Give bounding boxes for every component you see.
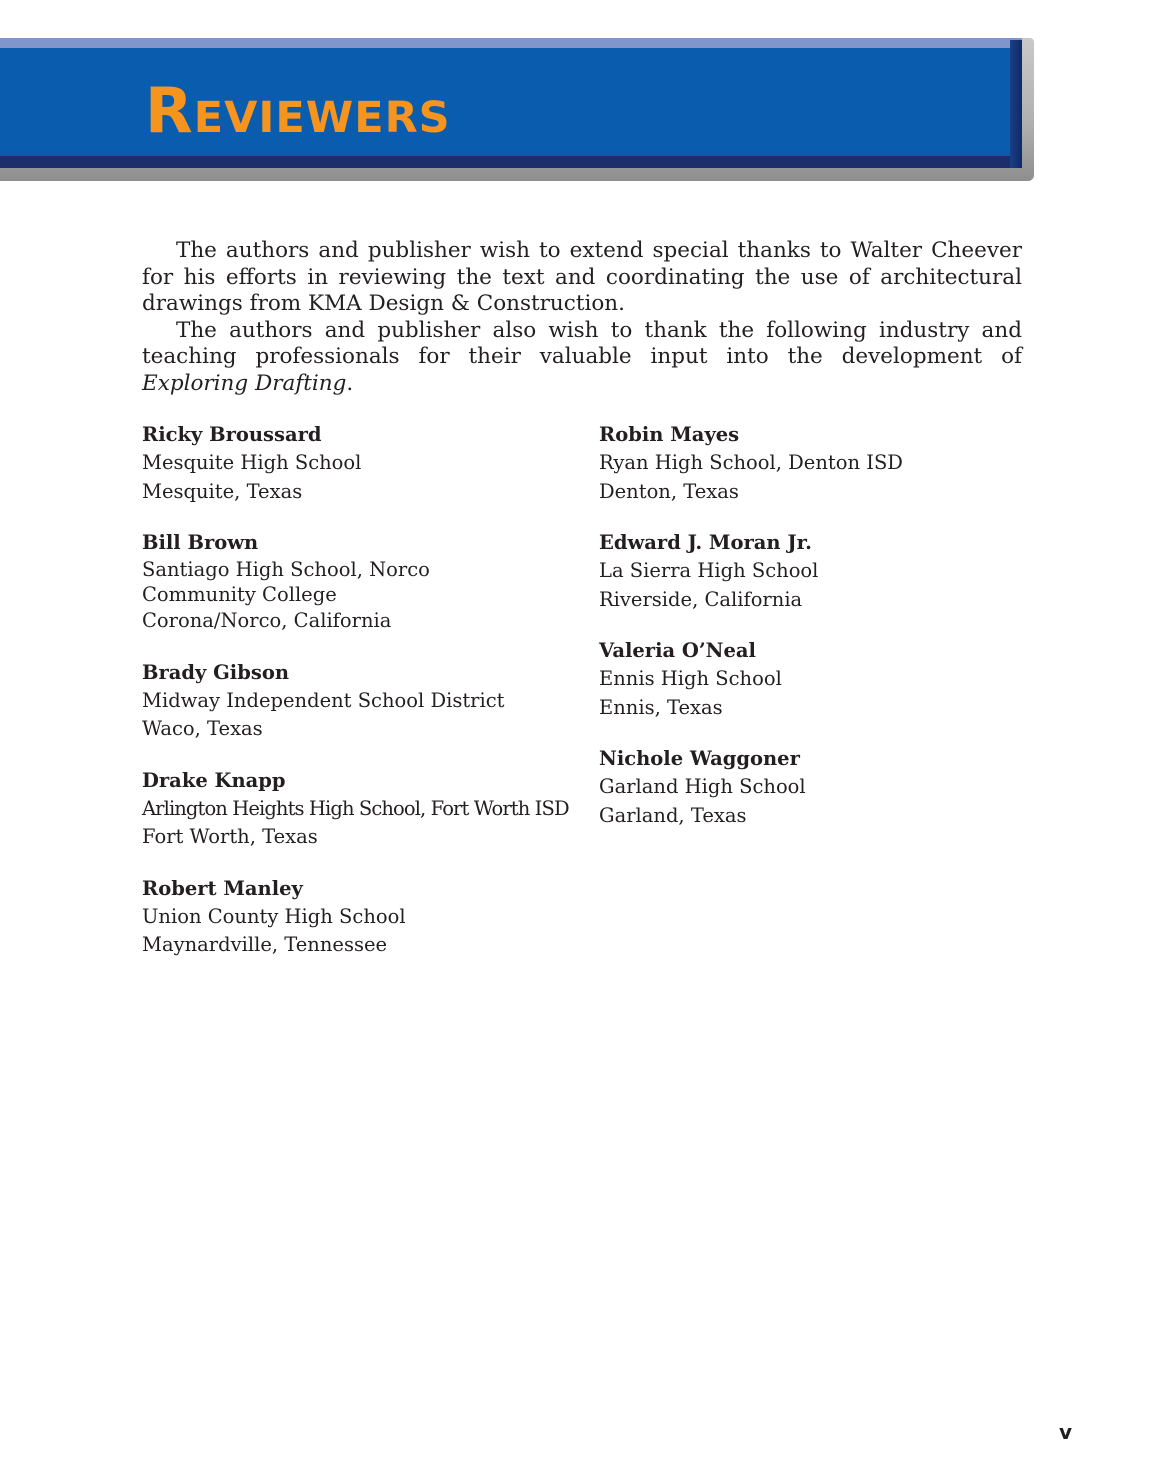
intro-paragraph-2-text: The authors and publisher also wish to thank the following industry and teaching professionals for their valuable input into the development of [142, 317, 1022, 369]
reviewer-name: Drake Knapp [142, 768, 286, 792]
reviewer-entry [142, 766, 582, 852]
reviewer-name: Edward J. Moran Jr. [599, 531, 812, 554]
reviewers-left-column [142, 420, 582, 982]
reviewer-entry [142, 658, 582, 744]
reviewer-affiliation: Ennis High School [599, 667, 782, 690]
banner-bottom-edge [0, 156, 1020, 168]
book-title: Exploring Drafting [142, 370, 347, 396]
reviewer-name: Ricky Broussard [142, 423, 322, 446]
reviewer-name: Brady Gibson [142, 660, 290, 684]
reviewer-affiliation: Union County High School [142, 904, 406, 928]
reviewer-name: Bill Brown [142, 531, 259, 554]
reviewer-location: Waco, Texas [142, 717, 263, 740]
reviewer-entry [599, 420, 1039, 506]
reviewer-location: Fort Worth, Texas [142, 825, 318, 848]
reviewer-affiliation: Ryan High School, Denton ISD [599, 451, 903, 474]
header-banner [0, 38, 1034, 181]
reviewer-entry [599, 744, 1039, 830]
reviewer-name: Robert Manley [142, 876, 303, 900]
reviewer-affiliation: Garland High School [599, 775, 806, 798]
reviewer-name: Robin Mayes [599, 423, 740, 446]
intro-paragraph-2-end: . [346, 370, 354, 396]
reviewer-entry [142, 420, 582, 506]
reviewers-right-column [599, 420, 1039, 852]
page-number: v [1059, 1420, 1073, 1444]
page-title: Reviewers [145, 74, 451, 147]
reviewer-location: Ennis, Texas [599, 695, 723, 719]
reviewer-location: Riverside, California [599, 587, 803, 611]
banner-right-edge [1010, 40, 1022, 168]
reviewer-name: Nichole Waggoner [599, 747, 800, 770]
reviewer-affiliation: La Sierra High School [599, 559, 819, 582]
reviewer-entry [142, 874, 582, 960]
reviewer-affiliation: Santiago High School, Norco Community College [142, 558, 430, 606]
reviewer-entry [599, 636, 1039, 722]
reviewer-location: Garland, Texas [599, 803, 747, 827]
intro-text [142, 238, 1022, 397]
reviewer-affiliation: Mesquite High School [142, 451, 362, 474]
reviewer-entry [599, 528, 1039, 614]
reviewer-affiliation: Arlington Heights High School, Fort Worth ISD [142, 796, 569, 820]
intro-paragraph-2 [142, 318, 1022, 398]
reviewer-affiliation: Midway Independent School District [142, 688, 505, 712]
reviewer-location: Denton, Texas [599, 479, 739, 503]
reviewer-name: Valeria O’Neal [599, 639, 756, 662]
intro-paragraph-1: The authors and publisher wish to extend special thanks to Walter Cheever for his efforts in reviewing the text and coordinating the use of architectural drawings from KMA Design & Construction. [142, 238, 1022, 316]
reviewer-location: Mesquite, Texas [142, 479, 303, 503]
reviewer-entry [142, 528, 582, 636]
reviewer-location: Maynardville, Tennessee [142, 933, 388, 956]
reviewer-location: Corona/Norco, California [142, 609, 392, 632]
